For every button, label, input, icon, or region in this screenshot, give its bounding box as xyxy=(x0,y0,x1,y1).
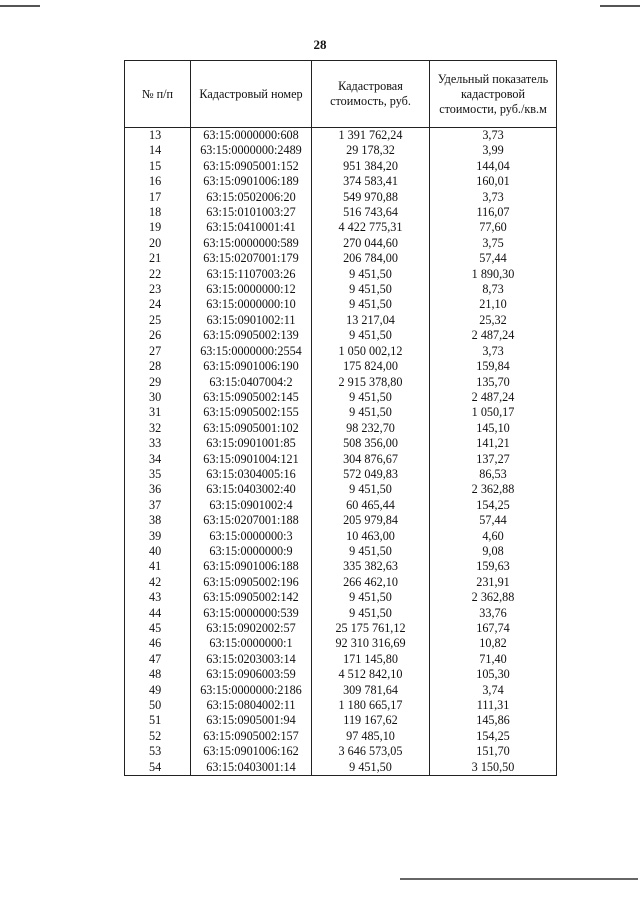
table-row xyxy=(125,467,557,482)
cell-row-number: 13 xyxy=(125,128,191,144)
cell-cadastral-value: 9 451,50 xyxy=(312,328,430,343)
cell-cadastral-number: 63:15:0905002:157 xyxy=(191,729,312,744)
cell-cadastral-number: 63:15:0000000:2554 xyxy=(191,344,312,359)
table-row xyxy=(125,344,557,359)
cell-cadastral-value: 9 451,50 xyxy=(312,297,430,312)
cell-cadastral-number: 63:15:0902002:57 xyxy=(191,621,312,636)
cell-row-number: 42 xyxy=(125,575,191,590)
bottom-margin-line xyxy=(400,878,638,880)
cell-specific-indicator: 9,08 xyxy=(430,544,557,559)
cell-cadastral-number: 63:15:0000000:1 xyxy=(191,636,312,651)
table-row xyxy=(125,606,557,621)
table-row xyxy=(125,128,557,144)
cell-cadastral-number: 63:15:0410001:41 xyxy=(191,220,312,235)
cell-specific-indicator: 145,86 xyxy=(430,713,557,728)
cell-cadastral-number: 63:15:0905002:142 xyxy=(191,590,312,605)
table-row xyxy=(125,328,557,343)
cell-cadastral-value: 9 451,50 xyxy=(312,590,430,605)
cell-specific-indicator: 21,10 xyxy=(430,297,557,312)
cell-row-number: 21 xyxy=(125,251,191,266)
cell-row-number: 20 xyxy=(125,236,191,251)
cell-specific-indicator: 2 362,88 xyxy=(430,590,557,605)
cell-cadastral-number: 63:15:0502006:20 xyxy=(191,190,312,205)
cell-row-number: 35 xyxy=(125,467,191,482)
table-row xyxy=(125,621,557,636)
cell-row-number: 34 xyxy=(125,452,191,467)
cell-row-number: 48 xyxy=(125,667,191,682)
table-row xyxy=(125,174,557,189)
cell-specific-indicator: 4,60 xyxy=(430,529,557,544)
cadastral-value-table xyxy=(124,60,557,776)
top-margin-mark-left xyxy=(0,5,40,7)
cell-specific-indicator: 3 150,50 xyxy=(430,760,557,776)
cell-cadastral-value: 9 451,50 xyxy=(312,606,430,621)
cell-cadastral-value: 119 167,62 xyxy=(312,713,430,728)
cell-specific-indicator: 159,63 xyxy=(430,559,557,574)
cell-specific-indicator: 141,21 xyxy=(430,436,557,451)
table-row xyxy=(125,636,557,651)
cell-row-number: 27 xyxy=(125,344,191,359)
cell-row-number: 39 xyxy=(125,529,191,544)
table-row xyxy=(125,513,557,528)
cell-cadastral-value: 92 310 316,69 xyxy=(312,636,430,651)
cell-row-number: 51 xyxy=(125,713,191,728)
table-row xyxy=(125,190,557,205)
cell-specific-indicator: 231,91 xyxy=(430,575,557,590)
table-body xyxy=(125,128,557,776)
cell-cadastral-value: 266 462,10 xyxy=(312,575,430,590)
cell-cadastral-value: 60 465,44 xyxy=(312,498,430,513)
table-row xyxy=(125,744,557,759)
cell-cadastral-value: 9 451,50 xyxy=(312,482,430,497)
cell-cadastral-value: 374 583,41 xyxy=(312,174,430,189)
cell-specific-indicator: 154,25 xyxy=(430,729,557,744)
cell-specific-indicator: 137,27 xyxy=(430,452,557,467)
cell-specific-indicator: 145,10 xyxy=(430,421,557,436)
cell-row-number: 31 xyxy=(125,405,191,420)
cell-row-number: 16 xyxy=(125,174,191,189)
table-row xyxy=(125,359,557,374)
cell-row-number: 54 xyxy=(125,760,191,776)
cell-cadastral-value: 2 915 378,80 xyxy=(312,375,430,390)
cell-row-number: 28 xyxy=(125,359,191,374)
cell-cadastral-value: 205 979,84 xyxy=(312,513,430,528)
cell-cadastral-number: 63:15:0207001:179 xyxy=(191,251,312,266)
cell-cadastral-number: 63:15:0901006:189 xyxy=(191,174,312,189)
table-row xyxy=(125,159,557,174)
table-row xyxy=(125,251,557,266)
table-row xyxy=(125,729,557,744)
cell-specific-indicator: 151,70 xyxy=(430,744,557,759)
cell-cadastral-number: 63:15:0000000:608 xyxy=(191,128,312,144)
cell-cadastral-value: 4 422 775,31 xyxy=(312,220,430,235)
cell-specific-indicator: 71,40 xyxy=(430,652,557,667)
cell-cadastral-value: 1 391 762,24 xyxy=(312,128,430,144)
cell-cadastral-value: 171 145,80 xyxy=(312,652,430,667)
header-specific-indicator: Удельный показатель кадастровой стоимости, руб./кв.м xyxy=(430,61,557,128)
cell-cadastral-value: 9 451,50 xyxy=(312,282,430,297)
cell-cadastral-number: 63:15:0101003:27 xyxy=(191,205,312,220)
cell-cadastral-value: 10 463,00 xyxy=(312,529,430,544)
cell-specific-indicator: 159,84 xyxy=(430,359,557,374)
cell-cadastral-number: 63:15:0000000:2186 xyxy=(191,683,312,698)
table-row xyxy=(125,713,557,728)
cell-specific-indicator: 116,07 xyxy=(430,205,557,220)
cell-cadastral-value: 549 970,88 xyxy=(312,190,430,205)
cell-row-number: 40 xyxy=(125,544,191,559)
cell-cadastral-number: 63:15:0901002:11 xyxy=(191,313,312,328)
cell-cadastral-value: 1 050 002,12 xyxy=(312,344,430,359)
cell-row-number: 50 xyxy=(125,698,191,713)
cell-cadastral-number: 63:15:0000000:9 xyxy=(191,544,312,559)
cell-cadastral-value: 335 382,63 xyxy=(312,559,430,574)
cell-row-number: 47 xyxy=(125,652,191,667)
table-row xyxy=(125,683,557,698)
cell-specific-indicator: 2 487,24 xyxy=(430,390,557,405)
cell-specific-indicator: 77,60 xyxy=(430,220,557,235)
header-row-number: № п/п xyxy=(125,61,191,128)
cell-cadastral-number: 63:15:0000000:3 xyxy=(191,529,312,544)
cell-cadastral-number: 63:15:0207001:188 xyxy=(191,513,312,528)
table-row xyxy=(125,405,557,420)
cell-cadastral-number: 63:15:0905001:152 xyxy=(191,159,312,174)
cell-cadastral-number: 63:15:0403002:40 xyxy=(191,482,312,497)
cell-cadastral-number: 63:15:0304005:16 xyxy=(191,467,312,482)
table-row xyxy=(125,236,557,251)
cell-cadastral-number: 63:15:0905002:196 xyxy=(191,575,312,590)
cell-specific-indicator: 3,73 xyxy=(430,190,557,205)
cell-cadastral-value: 508 356,00 xyxy=(312,436,430,451)
table-row xyxy=(125,220,557,235)
table-row xyxy=(125,205,557,220)
cell-specific-indicator: 2 362,88 xyxy=(430,482,557,497)
cell-specific-indicator: 57,44 xyxy=(430,513,557,528)
cell-cadastral-number: 63:15:0905001:102 xyxy=(191,421,312,436)
cell-row-number: 23 xyxy=(125,282,191,297)
cell-specific-indicator: 3,75 xyxy=(430,236,557,251)
table-row xyxy=(125,313,557,328)
table-row xyxy=(125,282,557,297)
table-row xyxy=(125,390,557,405)
cell-cadastral-number: 63:15:0000000:2489 xyxy=(191,143,312,158)
cell-specific-indicator: 105,30 xyxy=(430,667,557,682)
cell-row-number: 32 xyxy=(125,421,191,436)
cell-cadastral-number: 63:15:0901002:4 xyxy=(191,498,312,513)
cell-cadastral-number: 63:15:0000000:12 xyxy=(191,282,312,297)
cell-cadastral-value: 97 485,10 xyxy=(312,729,430,744)
cell-specific-indicator: 1 050,17 xyxy=(430,405,557,420)
cell-cadastral-value: 309 781,64 xyxy=(312,683,430,698)
table-row xyxy=(125,297,557,312)
cell-cadastral-value: 4 512 842,10 xyxy=(312,667,430,682)
table-row xyxy=(125,143,557,158)
cell-row-number: 46 xyxy=(125,636,191,651)
cell-row-number: 17 xyxy=(125,190,191,205)
cell-specific-indicator: 25,32 xyxy=(430,313,557,328)
cell-row-number: 53 xyxy=(125,744,191,759)
table-header-row xyxy=(125,61,557,128)
top-margin-mark-right xyxy=(600,5,640,7)
cell-cadastral-value: 516 743,64 xyxy=(312,205,430,220)
cell-cadastral-number: 63:15:0000000:589 xyxy=(191,236,312,251)
table-row xyxy=(125,421,557,436)
cell-cadastral-number: 63:15:0901006:162 xyxy=(191,744,312,759)
table-row xyxy=(125,436,557,451)
cell-row-number: 36 xyxy=(125,482,191,497)
cell-cadastral-value: 98 232,70 xyxy=(312,421,430,436)
cell-specific-indicator: 3,73 xyxy=(430,128,557,144)
cell-cadastral-number: 63:15:0901001:85 xyxy=(191,436,312,451)
cell-row-number: 15 xyxy=(125,159,191,174)
cell-cadastral-number: 63:15:0203003:14 xyxy=(191,652,312,667)
cell-cadastral-number: 63:15:1107003:26 xyxy=(191,267,312,282)
cell-cadastral-number: 63:15:0905001:94 xyxy=(191,713,312,728)
table-row xyxy=(125,575,557,590)
cell-row-number: 26 xyxy=(125,328,191,343)
table-row xyxy=(125,529,557,544)
cell-cadastral-value: 270 044,60 xyxy=(312,236,430,251)
cell-row-number: 29 xyxy=(125,375,191,390)
cell-cadastral-number: 63:15:0905002:139 xyxy=(191,328,312,343)
cell-cadastral-value: 29 178,32 xyxy=(312,143,430,158)
cell-specific-indicator: 111,31 xyxy=(430,698,557,713)
table-row xyxy=(125,482,557,497)
cell-specific-indicator: 8,73 xyxy=(430,282,557,297)
cell-cadastral-value: 25 175 761,12 xyxy=(312,621,430,636)
cell-cadastral-number: 63:15:0901004:121 xyxy=(191,452,312,467)
cell-row-number: 37 xyxy=(125,498,191,513)
cell-specific-indicator: 135,70 xyxy=(430,375,557,390)
cell-cadastral-value: 951 384,20 xyxy=(312,159,430,174)
cell-row-number: 25 xyxy=(125,313,191,328)
header-cadastral-value: Кадастровая стоимость, руб. xyxy=(312,61,430,128)
cell-row-number: 24 xyxy=(125,297,191,312)
cell-row-number: 38 xyxy=(125,513,191,528)
cell-specific-indicator: 3,99 xyxy=(430,143,557,158)
cell-row-number: 49 xyxy=(125,683,191,698)
cell-row-number: 45 xyxy=(125,621,191,636)
cell-row-number: 30 xyxy=(125,390,191,405)
cell-cadastral-number: 63:15:0901006:188 xyxy=(191,559,312,574)
cell-specific-indicator: 2 487,24 xyxy=(430,328,557,343)
cell-cadastral-value: 3 646 573,05 xyxy=(312,744,430,759)
table-row xyxy=(125,760,557,776)
cell-cadastral-value: 1 180 665,17 xyxy=(312,698,430,713)
table-row xyxy=(125,267,557,282)
cell-row-number: 33 xyxy=(125,436,191,451)
cell-cadastral-value: 13 217,04 xyxy=(312,313,430,328)
cell-cadastral-number: 63:15:0804002:11 xyxy=(191,698,312,713)
cell-cadastral-number: 63:15:0901006:190 xyxy=(191,359,312,374)
cell-cadastral-number: 63:15:0407004:2 xyxy=(191,375,312,390)
table-row xyxy=(125,652,557,667)
cell-cadastral-number: 63:15:0905002:155 xyxy=(191,405,312,420)
cell-row-number: 43 xyxy=(125,590,191,605)
cell-cadastral-value: 206 784,00 xyxy=(312,251,430,266)
cell-cadastral-number: 63:15:0000000:539 xyxy=(191,606,312,621)
cell-row-number: 14 xyxy=(125,143,191,158)
cell-cadastral-value: 9 451,50 xyxy=(312,544,430,559)
cell-cadastral-value: 175 824,00 xyxy=(312,359,430,374)
cell-cadastral-value: 9 451,50 xyxy=(312,760,430,776)
cell-cadastral-number: 63:15:0905002:145 xyxy=(191,390,312,405)
cell-row-number: 44 xyxy=(125,606,191,621)
table-row xyxy=(125,590,557,605)
cell-specific-indicator: 57,44 xyxy=(430,251,557,266)
table-header xyxy=(125,61,557,128)
cell-specific-indicator: 167,74 xyxy=(430,621,557,636)
cell-cadastral-value: 9 451,50 xyxy=(312,390,430,405)
table-row xyxy=(125,698,557,713)
cell-row-number: 41 xyxy=(125,559,191,574)
cell-cadastral-value: 9 451,50 xyxy=(312,405,430,420)
table-row xyxy=(125,498,557,513)
cell-row-number: 22 xyxy=(125,267,191,282)
cell-specific-indicator: 10,82 xyxy=(430,636,557,651)
cell-specific-indicator: 160,01 xyxy=(430,174,557,189)
cell-cadastral-number: 63:15:0403001:14 xyxy=(191,760,312,776)
cell-cadastral-value: 572 049,83 xyxy=(312,467,430,482)
cell-cadastral-number: 63:15:0000000:10 xyxy=(191,297,312,312)
page-number: 28 xyxy=(313,37,327,52)
table-row xyxy=(125,544,557,559)
cell-specific-indicator: 3,74 xyxy=(430,683,557,698)
table-row xyxy=(125,375,557,390)
table-row xyxy=(125,452,557,467)
cell-cadastral-value: 304 876,67 xyxy=(312,452,430,467)
cell-specific-indicator: 154,25 xyxy=(430,498,557,513)
cell-specific-indicator: 3,73 xyxy=(430,344,557,359)
cell-row-number: 18 xyxy=(125,205,191,220)
cell-specific-indicator: 1 890,30 xyxy=(430,267,557,282)
cell-specific-indicator: 144,04 xyxy=(430,159,557,174)
cell-cadastral-number: 63:15:0906003:59 xyxy=(191,667,312,682)
cell-cadastral-value: 9 451,50 xyxy=(312,267,430,282)
cell-row-number: 19 xyxy=(125,220,191,235)
cell-row-number: 52 xyxy=(125,729,191,744)
table-row xyxy=(125,667,557,682)
cell-specific-indicator: 33,76 xyxy=(430,606,557,621)
header-cadastral-number: Кадастровый номер xyxy=(191,61,312,128)
cell-specific-indicator: 86,53 xyxy=(430,467,557,482)
table-row xyxy=(125,559,557,574)
